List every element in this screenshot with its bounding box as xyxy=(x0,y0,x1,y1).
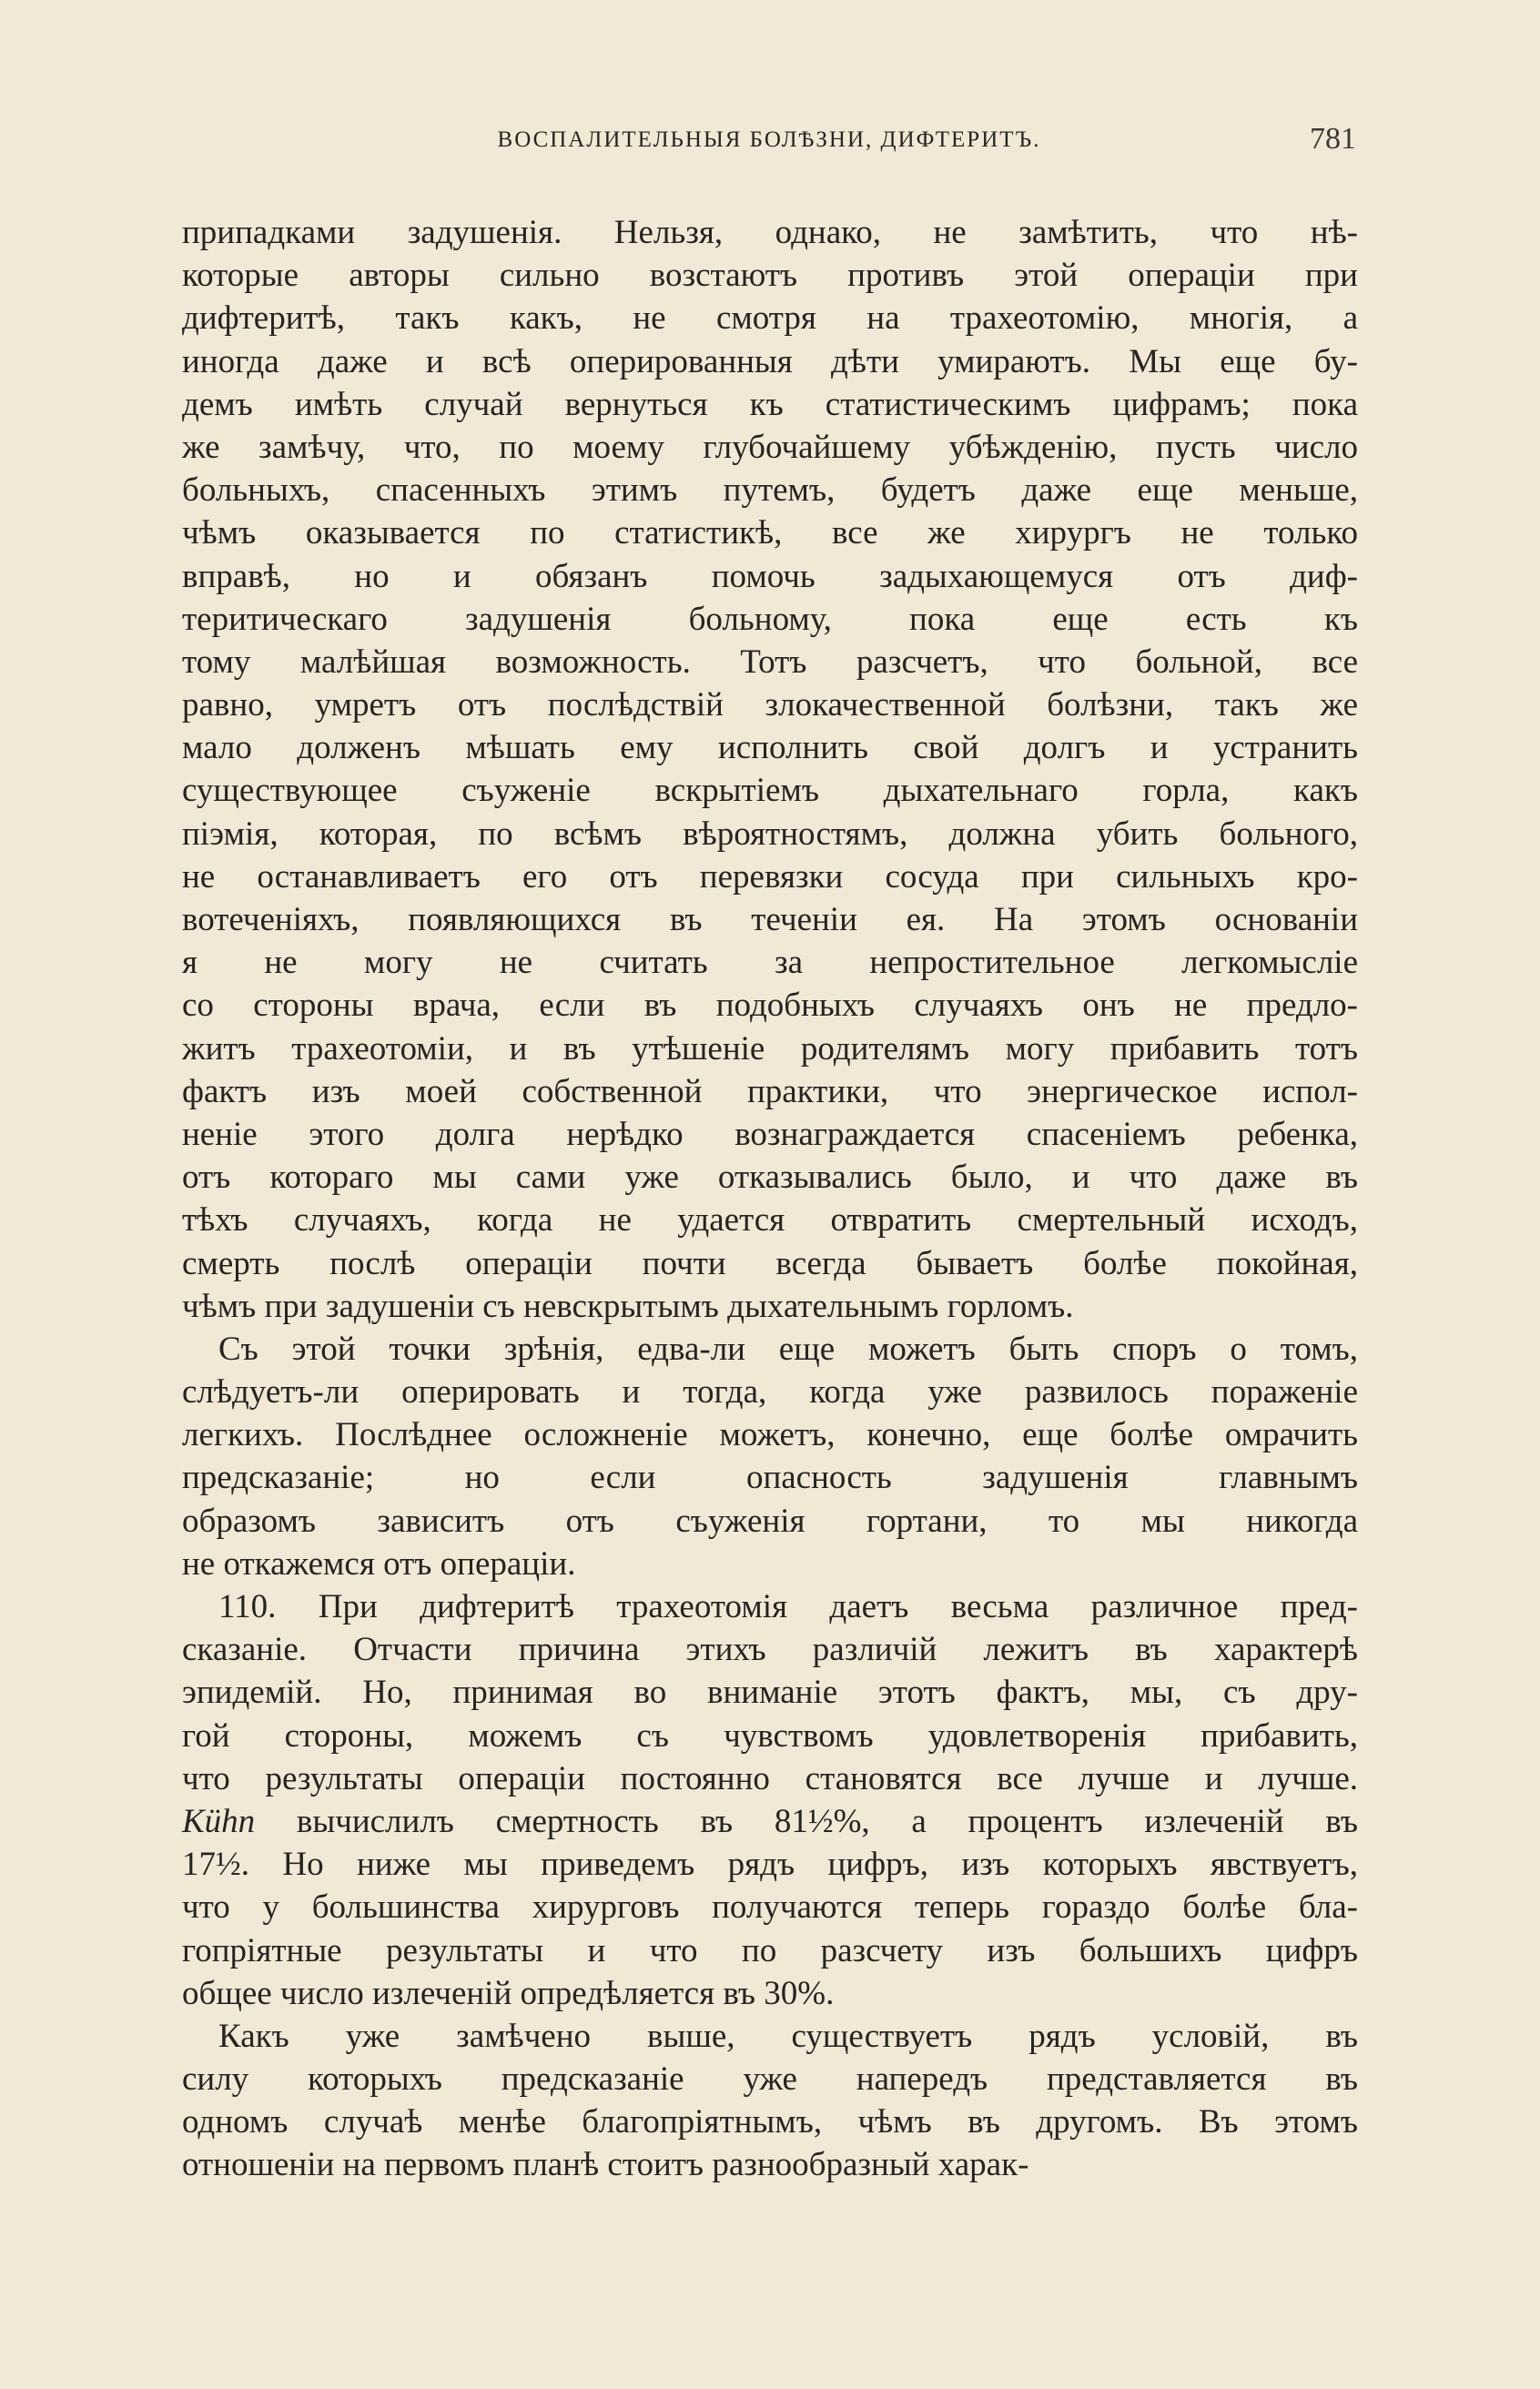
text-line: фактъ изъ моей собственной практики, что энергическое испол- xyxy=(182,1072,1358,1110)
paragraph xyxy=(182,2015,1358,2187)
text-line: больныхъ, спасенныхъ этимъ путемъ, будетъ даже еще меньше, xyxy=(182,471,1358,510)
text-line: неніе этого долга нерѣдко вознаграждается спасеніемъ ребенка, xyxy=(182,1115,1358,1153)
text-line: предсказаніе; но если опасность задушенія главнымъ xyxy=(182,1459,1358,1497)
paragraph xyxy=(182,1585,1358,2015)
body-text xyxy=(182,211,1358,2187)
text-line: не откажемся отъ операціи. xyxy=(182,1544,576,1583)
text-line: мало долженъ мѣшать ему исполнить свой долгъ и устранить xyxy=(182,729,1358,767)
text-line: смерть послѣ операціи почти всегда бываетъ болѣе покойная, xyxy=(182,1244,1358,1282)
text-line: 110. При дифтеритѣ трахеотомія даетъ весьма различное пред- xyxy=(218,1588,1358,1625)
text-line: со стороны врача, если въ подобныхъ случаяхъ онъ не предло- xyxy=(182,987,1358,1025)
text-line: дифтеритѣ, такъ какъ, не смотря на трахеотомію, многія, а xyxy=(182,299,1358,338)
text-line: отношеніи на первомъ планѣ стоитъ разнообразный харак- xyxy=(182,2146,1029,2184)
text-line: вотеченіяхъ, появляющихся въ теченіи ея. На этомъ основаніи xyxy=(182,901,1358,938)
text-line: не останавливаетъ его отъ перевязки сосуда при сильныхъ кро- xyxy=(182,857,1358,896)
text-line: которые авторы сильно возстаютъ противъ этой операціи при xyxy=(182,257,1358,295)
text-line: равно, умретъ отъ послѣдствій злокачественной болѣзни, такъ же xyxy=(182,686,1358,724)
text-line: припадками задушенія. Нельзя, однако, не замѣтить, что нѣ- xyxy=(182,214,1358,251)
text-line: я не могу не считать за непростительное легкомысліе xyxy=(182,944,1358,982)
text-line: вправѣ, но и обязанъ помочь задыхающемуся отъ диф- xyxy=(182,557,1358,595)
text-line: образомъ зависитъ отъ съуженія гортани, то мы никогда xyxy=(182,1502,1358,1540)
text-line: гопріятные результаты и что по разсчету изъ большихъ цифръ xyxy=(182,1931,1358,1969)
text-line: отъ котораго мы сами уже отказывались было, и что даже въ xyxy=(182,1159,1358,1197)
text-line: иногда даже и всѣ оперированныя дѣти умираютъ. Мы еще бу- xyxy=(182,342,1358,380)
text-line: же замѣчу, что, по моему глубочайшему убѣжденію, пусть число xyxy=(182,428,1358,466)
text-line: существующее съуженіе вскрытіемъ дыхательнаго горла, какъ xyxy=(182,772,1358,810)
text-line: Какъ уже замѣчено выше, существуетъ рядъ условій, въ xyxy=(218,2017,1358,2055)
paragraph xyxy=(182,1328,1358,1585)
text-line: Съ этой точки зрѣнія, едва-ли еще можетъ быть споръ о томъ, xyxy=(218,1330,1358,1368)
text-line: общее число излеченій опредѣляется въ 30%. xyxy=(182,1974,835,2012)
text-line: чѣмъ оказывается по статистикѣ, все же хирургъ не только xyxy=(182,514,1358,552)
text-line: 17½. Но ниже мы приведемъ рядъ цифръ, изъ которыхъ явствуетъ, xyxy=(182,1846,1358,1884)
text-line: теритическаго задушенія больному, пока еще есть къ xyxy=(182,600,1358,638)
page-number: 781 xyxy=(1310,122,1356,156)
text-line: легкихъ. Послѣднее осложненіе можетъ, конечно, еще болѣе омрачить xyxy=(182,1416,1358,1454)
text-line: что результаты операціи постоянно становятся все лучше и лучше. xyxy=(182,1759,1358,1797)
text-line: тому малѣйшая возможность. Тотъ разсчетъ, что больной, все xyxy=(182,643,1358,681)
running-title: ВОСПАЛИТЕЛЬНЫЯ БОЛѢЗНИ, ДИФТЕРИТЪ. xyxy=(497,127,1041,152)
text-line: чѣмъ при задушеніи съ невскрытымъ дыхательнымъ горломъ. xyxy=(182,1287,1074,1325)
paragraph xyxy=(182,211,1358,1328)
text-line: сказаніе. Отчасти причина этихъ различій лежитъ въ характерѣ xyxy=(182,1631,1358,1669)
page-header xyxy=(182,122,1356,167)
text-line: житъ трахеотоміи, и въ утѣшеніе родителямъ могу прибавить тотъ xyxy=(182,1029,1358,1068)
text-line: эпидемій. Но, принимая во вниманіе этотъ фактъ, мы, съ дру- xyxy=(182,1674,1358,1712)
text-line: слѣдуетъ-ли оперировать и тогда, когда уже развилось пораженіе xyxy=(182,1373,1358,1412)
text-line: піэмія, которая, по всѣмъ вѣроятностямъ, должна убить больного, xyxy=(182,815,1358,853)
text-line: что у большинства хирурговъ получаются теперь гораздо болѣе бла- xyxy=(182,1888,1358,1927)
author-name: Kühn xyxy=(182,1802,256,1840)
text-line: тѣхъ случаяхъ, когда не удается отвратить смертельный исходъ, xyxy=(182,1201,1358,1240)
text-line: Kühn вычислилъ смертность въ 81½%, а процентъ излеченій въ xyxy=(182,1802,1358,1840)
text-line: одномъ случаѣ менѣе благопріятнымъ, чѣмъ въ другомъ. Въ этомъ xyxy=(182,2103,1358,2141)
text-line: гой стороны, можемъ съ чувствомъ удовлетворенія прибавить, xyxy=(182,1716,1358,1755)
text-line: силу которыхъ предсказаніе уже напередъ представляется въ xyxy=(182,2060,1358,2099)
text-line: демъ имѣть случай вернуться къ статистическимъ цифрамъ; пока xyxy=(182,385,1358,423)
